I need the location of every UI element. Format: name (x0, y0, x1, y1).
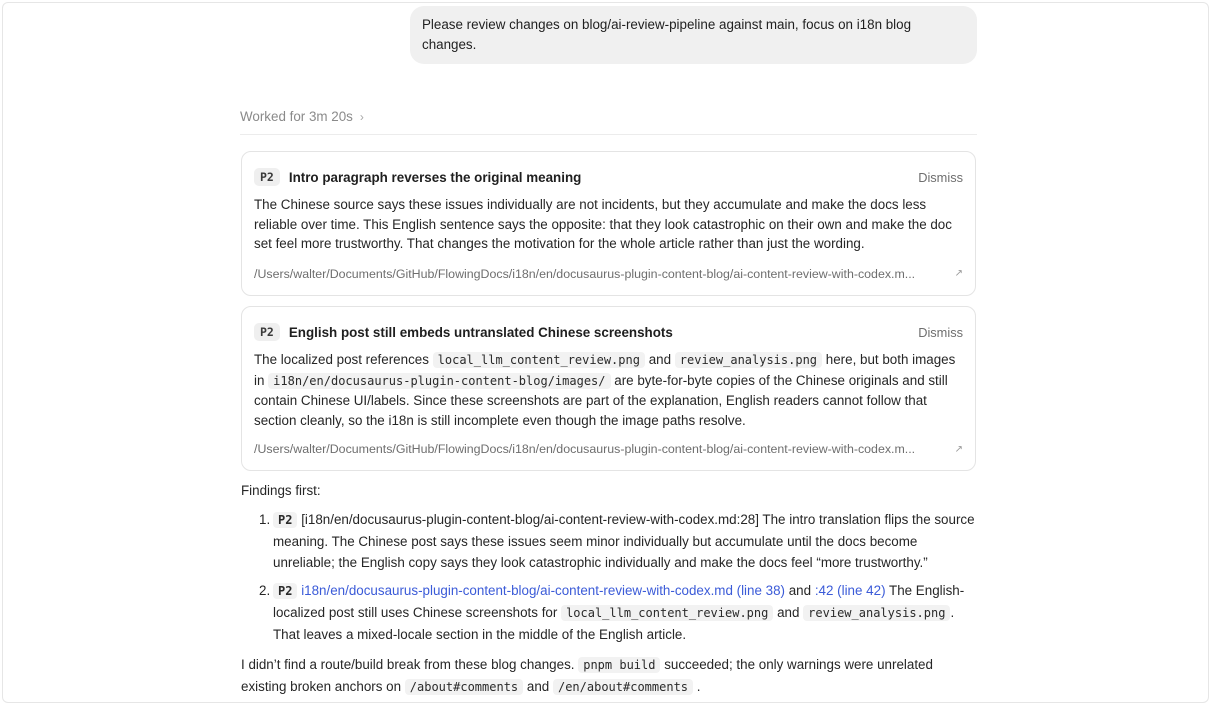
external-link-icon[interactable]: ↗ (954, 268, 963, 280)
findings-heading: Findings first: (241, 483, 321, 498)
list-item-content (273, 580, 977, 645)
inline-code: local_llm_content_review.png (433, 352, 645, 368)
description-text: are byte-for-byte copies of the Chinese originals and still contain Chinese UI/labels. Since these screenshots are part of the explanation, English readers cannot follow that section cleanly, so the i18n is still incomplete even though the image paths resolve. (254, 372, 948, 428)
file-path-link[interactable] (254, 265, 963, 283)
list-number: 2. (259, 583, 271, 598)
closing-text: I didn’t find a route/build break from these blog changes. (241, 657, 575, 672)
inline-code: /about#comments (405, 679, 523, 695)
inline-code: review_analysis.png (675, 352, 822, 368)
conversation-panel (2, 2, 1209, 703)
finding-description (254, 350, 963, 430)
description-text: The localized post references (254, 352, 429, 367)
file-path-link[interactable] (254, 440, 963, 458)
closing-text: succeeded; the only warnings were unrelated existing broken anchors on (241, 657, 933, 694)
chevron-right-icon: › (359, 110, 364, 124)
finding-text: and (777, 605, 800, 620)
worked-label: Worked for 3m 20s (240, 109, 353, 124)
file-path: /Users/walter/Documents/GitHub/FlowingDocs/i18n/en/docusaurus-plugin-content-blog/ai-content-review-with-codex.m... (254, 442, 916, 457)
finding-text: The English-localized post still uses Chinese screenshots for (273, 583, 965, 620)
inline-code: i18n/en/docusaurus-plugin-content-blog/images/ (268, 373, 610, 389)
list-item-content (273, 509, 977, 573)
inline-code: /en/about#comments (553, 679, 693, 695)
worked-summary-toggle[interactable] (240, 109, 977, 135)
finding-title: Intro paragraph reverses the original meaning (288, 169, 582, 185)
review-finding-card (241, 151, 976, 296)
finding-text: [i18n/en/docusaurus-plugin-content-blog/ai-content-review-with-codex.md:28] The intro translation flips the source meaning. The Chinese post says these issues seem minor individually but accumulate until the docs become unreliable; the English copy says they look catastrophic individually and make the docs feel “more trustworthy.” (273, 512, 975, 570)
dismiss-button[interactable]: Dismiss (918, 169, 963, 185)
finding-title: English post still embeds untranslated Chinese screenshots (288, 324, 673, 340)
file-path: /Users/walter/Documents/GitHub/FlowingDocs/i18n/en/docusaurus-plugin-content-blog/ai-content-review-with-codex.m... (254, 266, 916, 281)
file-line-link[interactable]: i18n/en/docusaurus-plugin-content-blog/ai-content-review-with-codex.md (line 38) (301, 583, 785, 598)
dismiss-button[interactable]: Dismiss (918, 324, 963, 340)
finding-text: and (788, 583, 812, 598)
priority-badge: P2 (273, 583, 297, 599)
external-link-icon[interactable]: ↗ (954, 443, 963, 455)
priority-badge: P2 (273, 512, 297, 528)
priority-badge: P2 (254, 323, 280, 341)
user-message-bubble (410, 6, 977, 64)
closing-text: . (696, 679, 701, 694)
review-finding-card (241, 306, 976, 471)
description-text: here, but both images in (254, 352, 956, 388)
closing-text: and (526, 679, 550, 694)
inline-code: local_llm_content_review.png (561, 605, 773, 621)
priority-badge: P2 (254, 168, 280, 186)
inline-code: pnpm build (578, 657, 660, 673)
line-link[interactable]: :42 (line 42) (814, 583, 886, 598)
finding-text: . That leaves a mixed-locale section in the middle of the English article. (273, 605, 955, 642)
closing-paragraph (241, 654, 977, 698)
finding-description: The Chinese source says these issues individually are not incidents, but they accumulate and make the docs less reliable over time. This English sentence says the opposite: that they look catastrophic on their own and make the doc set feel more trustworthy. That changes the motivation for the whole article rather than just the wording. (254, 197, 952, 252)
user-message-text: Please review changes on blog/ai-review-pipeline against main, focus on i18n blog changes. (422, 17, 912, 52)
inline-code: review_analysis.png (803, 605, 950, 621)
description-text: and (648, 352, 672, 367)
list-number: 1. (259, 512, 271, 527)
